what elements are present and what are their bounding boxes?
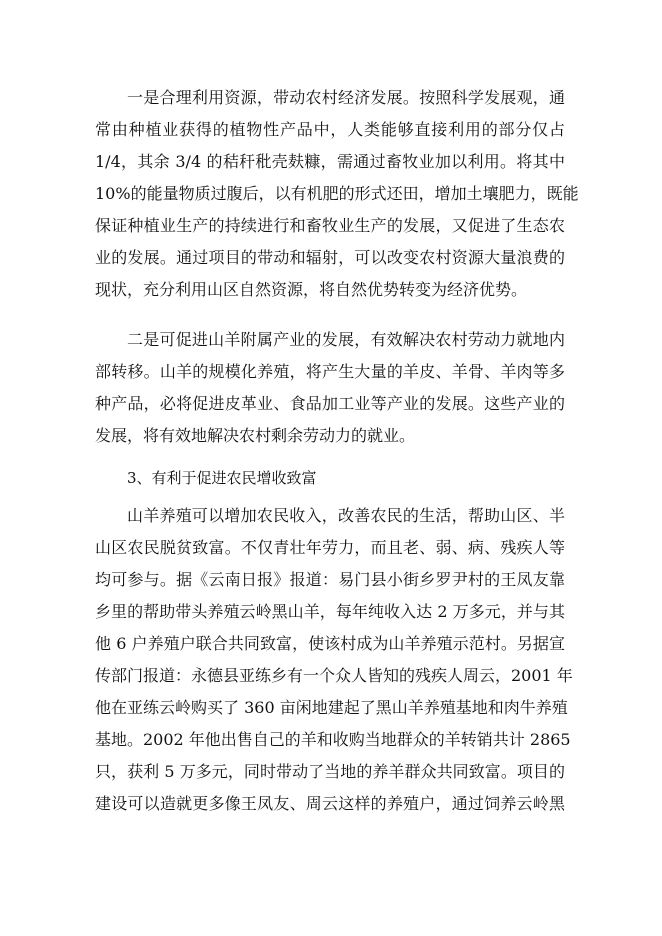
text-line: 乡里的帮助带头养殖云岭黑山羊，每年纯收入达 2 万多元，并与其: [95, 602, 565, 621]
text-line: 只，获利 5 万多元，同时带动了当地的养羊群众共同致富。项目的: [95, 762, 565, 781]
text-line: 常由种植业获得的植物性产品中，人类能够直接利用的部分仅占: [95, 120, 565, 139]
text-line: 山区农民脱贫致富。不仅青壮年劳力，而且老、弱、病、残疾人等: [95, 538, 565, 557]
text-line: 基地。2002 年他出售自己的羊和收购当地群众的羊转销共计 2865: [95, 730, 571, 749]
text-line: 他 6 户养殖户联合共同致富，使该村成为山羊养殖示范村。另据宣: [95, 634, 565, 653]
text-line: 他在亚练云岭购买了 360 亩闲地建起了黑山羊养殖基地和肉牛养殖: [95, 698, 568, 717]
text-line: 10%的能量物质过腹后，以有机肥的形式还田，增加土壤肥力，既能: [95, 184, 579, 203]
text-line: 部转移。山羊的规模化养殖，将产生大量的羊皮、羊骨、羊肉等多: [95, 362, 565, 381]
text-line: 1/4，其余 3/4 的秸秆秕壳麸糠，需通过畜牧业加以利用。将其中: [95, 152, 565, 171]
text-line: 传部门报道：永德县亚练乡有一个众人皆知的残疾人周云，2001 年: [95, 666, 573, 685]
text-line: 二是可促进山羊附属产业的发展，有效解决农村劳动力就地内: [127, 330, 565, 349]
text-line: 均可参与。据《云南日报》报道：易门县小街乡罗尹村的王凤友靠: [95, 570, 565, 589]
text-line: 山羊养殖可以增加农民收入，改善农民的生活，帮助山区、半: [127, 506, 565, 525]
text-line: 一是合理利用资源，带动农村经济发展。按照科学发展观，通: [127, 88, 565, 107]
text-line: 保证种植业生产的持续进行和畜牧业生产的发展，又促进了生态农: [95, 216, 565, 235]
text-line: 发展，将有效地解决农村剩余劳动力的就业。: [95, 426, 416, 445]
section-heading-text: 3、有利于促进农民增收致富: [127, 469, 317, 487]
text-line: 现状，充分利用山区自然资源，将自然优势转变为经济优势。: [95, 280, 528, 299]
text-line: 业的发展。通过项目的带动和辐射，可以改变农村资源大量浪费的: [95, 248, 565, 267]
text-line: 种产品，必将促进皮革业、食品加工业等产业的发展。这些产业的: [95, 394, 565, 413]
text-line: 建设可以造就更多像王凤友、周云这样的养殖户，通过饲养云岭黑: [95, 794, 565, 813]
